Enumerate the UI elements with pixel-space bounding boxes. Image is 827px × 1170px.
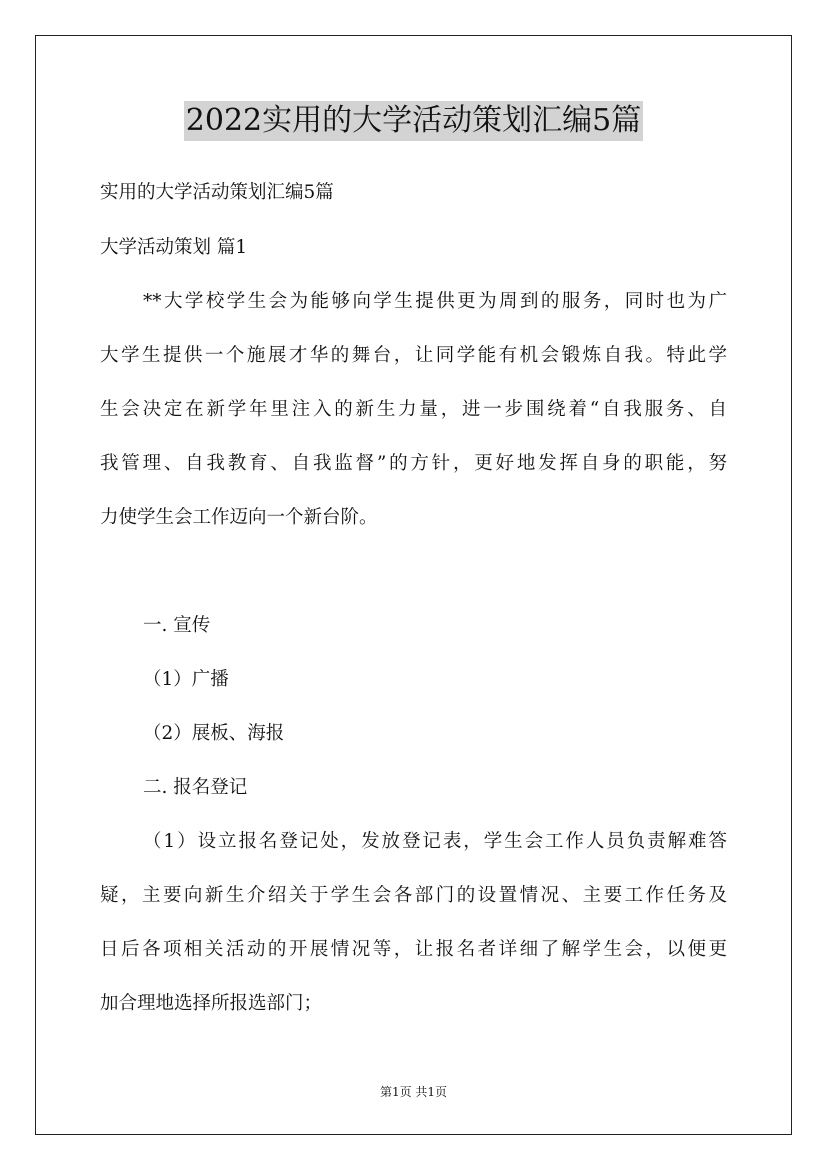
intro-line-3: 生会决定在新学年里注入的新生力量，进一步围绕着“自我服务、自 — [100, 399, 727, 420]
intro-line-4: 我管理、自我教育、自我监督”的方针，更好地发挥自身的职能，努 — [100, 453, 727, 474]
item-2-line-3: 日后各项相关活动的开展情况等，让报名者详细了解学生会，以便更 — [100, 939, 727, 960]
item-2-line-2: 疑，主要向新生介绍关于学生会各部门的设置情况、主要工作任务及 — [100, 885, 727, 906]
item-2-heading: 二. 报名登记 — [143, 777, 248, 798]
item-1-sub-1: （1）广播 — [143, 669, 229, 690]
document-title: 2022实用的大学活动策划汇编5篇 — [184, 101, 643, 141]
document-subtitle: 实用的大学活动策划汇编5篇 — [100, 182, 334, 203]
item-1-sub-2: （2）展板、海报 — [143, 723, 285, 744]
title-container — [0, 101, 827, 141]
intro-line-1: **大学校学生会为能够向学生提供更为周到的服务，同时也为广 — [143, 291, 727, 312]
section-heading: 大学活动策划 篇1 — [100, 237, 248, 258]
page-footer: 第1页 共1页 — [379, 1085, 448, 1099]
item-1-heading: 一. 宣传 — [143, 615, 211, 636]
item-2-line-1: （1）设立报名登记处，发放登记表，学生会工作人员负责解难答 — [143, 831, 727, 852]
item-2-line-4: 加合理地选择所报选部门； — [100, 993, 323, 1014]
intro-line-5: 力使学生会工作迈向一个新台阶。 — [100, 507, 378, 528]
intro-line-2: 大学生提供一个施展才华的舞台，让同学能有机会锻炼自我。特此学 — [100, 345, 727, 366]
